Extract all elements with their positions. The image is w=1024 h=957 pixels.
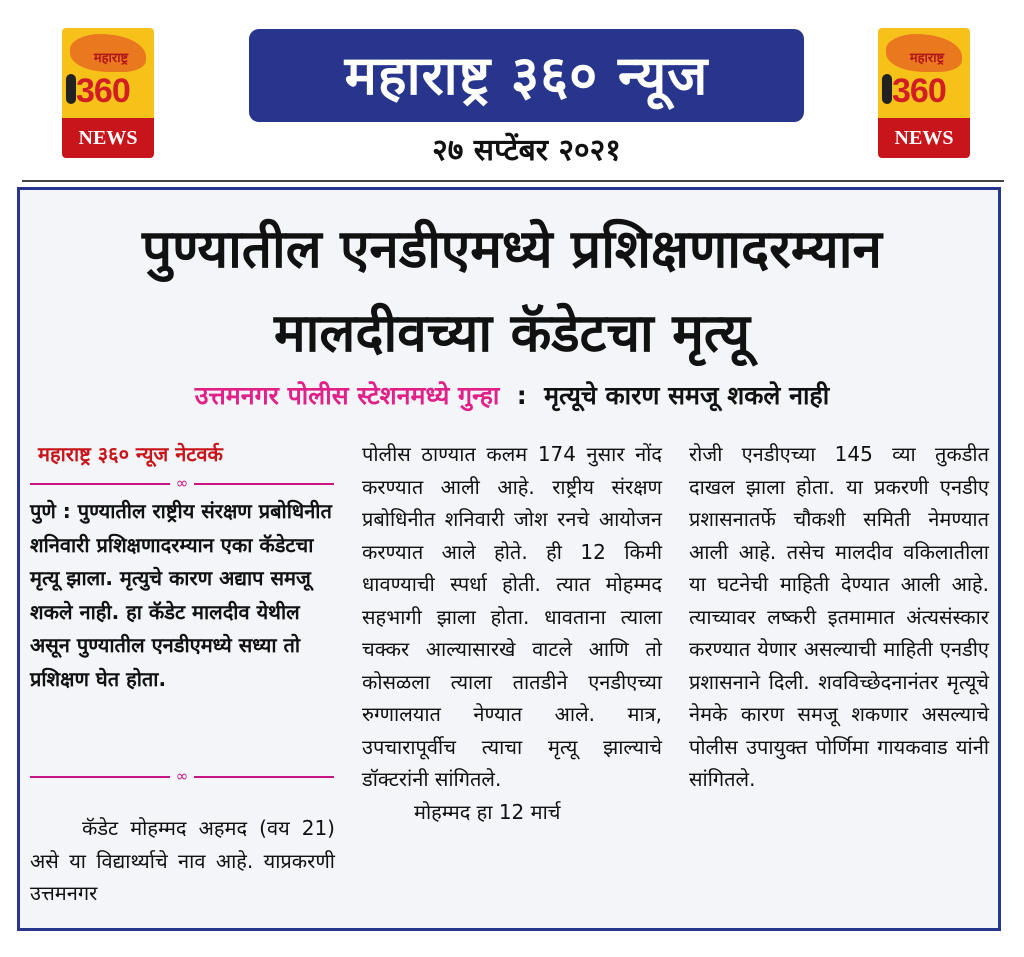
logo-news-label: NEWS — [878, 118, 970, 158]
body-paragraph: मोहम्मद हा 12 मार्च — [414, 799, 561, 824]
byline: महाराष्ट्र ३६० न्यूज नेटवर्क — [38, 442, 223, 466]
logo-news-label: NEWS — [62, 118, 154, 158]
body-column-2 — [362, 438, 662, 828]
logo-right — [878, 28, 970, 158]
issue-date: २७ सप्टेंबर २०२१ — [432, 133, 621, 168]
subheadline — [0, 378, 1024, 412]
logo-left — [62, 28, 154, 158]
microphone-icon — [66, 74, 76, 104]
subhead-right: मृत्यूचे कारण समजू शकले नाही — [544, 381, 830, 410]
logo-top-panel — [878, 28, 970, 118]
logo-title: महाराष्ट्र — [909, 51, 945, 66]
divider-line — [194, 483, 334, 485]
divider-line — [194, 776, 334, 778]
microphone-icon — [882, 74, 892, 104]
divider-ornament-icon: ∞ — [175, 767, 189, 785]
lead-paragraph: पुणे : पुण्यातील राष्ट्रीय संरक्षण प्रबोधिनीत शनिवारी प्रशिक्षणादरम्यान एका कॅडेटचा मृत्यू झाला. मृत्युचे कारण अद्याप समजू शकले नाही. हा कॅडेट मालदीव येथील असून पुण्यातील एनडीएमध्ये सध्या तो प्रशिक्षण घेत होता. — [30, 499, 332, 691]
body-column-1: कॅडेट मोहम्मद अहमद (वय 21) असे या विद्यार्थ्याचे नाव आहे. याप्रकरणी उत्तमनगर — [30, 816, 335, 905]
logo-number: 360 — [76, 72, 130, 110]
subhead-left: उत्तमनगर पोलीस स्टेशनमध्ये गुन्हा — [194, 381, 500, 410]
masthead-title: महाराष्ट्र ३६० न्यूज — [249, 29, 804, 122]
subhead-separator: : — [499, 381, 545, 410]
headline-line-2: मालदीवच्या कॅडेटचा मृत्यू — [273, 303, 750, 364]
divider-line — [30, 483, 170, 485]
divider-ornament-icon: ∞ — [175, 474, 189, 492]
headline-line-1: पुण्यातील एनडीएमध्ये प्रशिक्षणादरम्यान — [142, 219, 882, 280]
body-column-3 — [689, 438, 989, 796]
ornament-divider — [30, 769, 334, 785]
body-paragraph: पोलीस ठाण्यात कलम 174 नुसार नोंद करण्यात आली आहे. राष्ट्रीय संरक्षण प्रबोधिनीत शनिवारी जोश रनचे आयोजन करण्यात आले होते. ही 12 किमी धावण्याची स्पर्धा होती. त्यात मोहम्मद सहभागी झाला होता. धावताना त्याला चक्कर आल्यासारखे वाटले आणि तो कोसळला त्याला तातडीने एनडीएच्या रुग्णालयात नेण्यात आले. मात्र, उपचारापूर्वीच त्याचा मृत्यू झाल्याचे डॉक्टरांनी सांगितले. — [362, 442, 662, 791]
divider-line — [30, 776, 170, 778]
logo-number: 360 — [892, 72, 946, 110]
ornament-divider — [30, 476, 334, 492]
logo-title: महाराष्ट्र — [93, 51, 129, 66]
body-paragraph: रोजी एनडीएच्या 145 व्या तुकडीत दाखल झाला होता. या प्रकरणी एनडीए प्रशासनातर्फे चौकशी समिती नेमण्यात आली आहे. तसेच मालदीव वकिलातीला या घटनेची माहिती देण्यात आली आहे. त्याच्यावर लष्करी इतमामात अंत्यसंस्कार करण्यात येणार असल्याची माहिती एनडीए प्रशासनाने दिली. शवविच्छेदनानंतर मृत्यूचे नेमके कारण समजू शकणार असल्याचे पोलीस उपायुक्त पोर्णिमा गायकवाड यांनी सांगितले. — [689, 442, 989, 791]
header-rule — [22, 180, 1004, 182]
logo-top-panel — [62, 28, 154, 118]
